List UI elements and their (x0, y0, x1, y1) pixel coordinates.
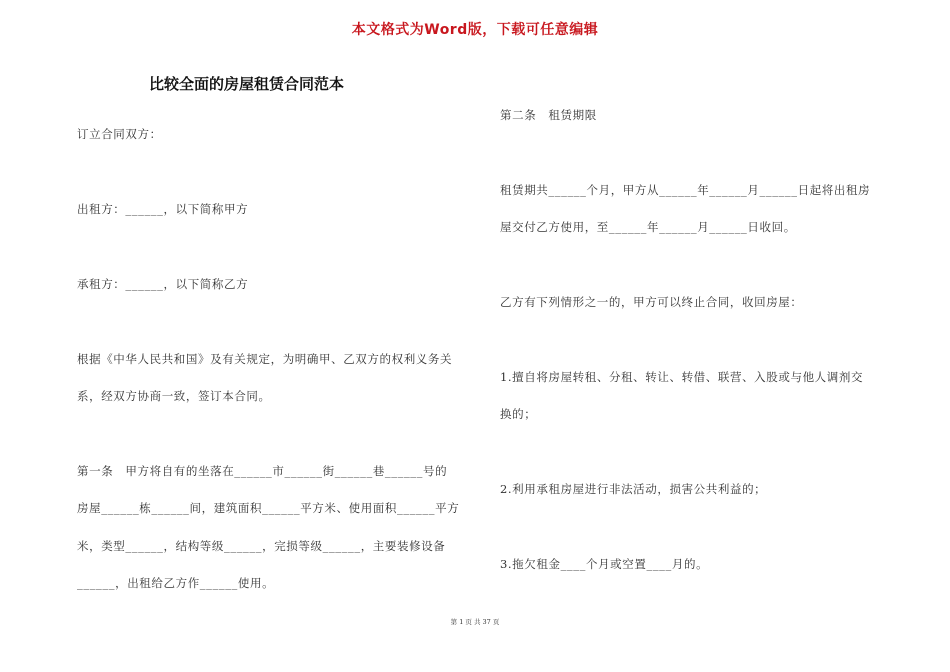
termination-item-2: 2.利用承租房屋进行非法活动，损害公共利益的； (500, 482, 767, 496)
article-2-heading: 第二条 租赁期限 (500, 108, 597, 122)
article-1-line-1: 第一条 甲方将自有的坐落在______市______街______巷______号的 (77, 464, 448, 478)
termination-item-1-line-2: 换的； (500, 407, 537, 421)
article-1-line-4: ______，出租给乙方作______使用。 (77, 576, 275, 590)
lessor-line: 出租方：______，以下简称甲方 (77, 202, 249, 216)
termination-item-3: 3.拖欠租金____个月或空置____月的。 (500, 557, 709, 571)
document-title: 比较全面的房屋租赁合同范本 (149, 75, 345, 93)
parties-heading: 订立合同双方： (77, 127, 162, 141)
article-1-line-2: 房屋______栋______间，建筑面积______平方米、使用面积______平方 (77, 501, 460, 515)
lessee-line: 承租方：______，以下简称乙方 (77, 277, 249, 291)
article-1-line-3: 米，类型______，结构等级______，完损等级______，主要装修设备 (77, 539, 446, 553)
preamble-line-1: 根据《中华人民共和国》及有关规定，为明确甲、乙双方的权利义务关 (77, 352, 453, 366)
lease-term-line-1: 租赁期共______个月，甲方从______年______月______日起将出租房 (500, 183, 871, 197)
termination-intro: 乙方有下列情形之一的，甲方可以终止合同，收回房屋： (500, 295, 803, 309)
page-number-footer: 第 1 页 共 37 页 (450, 618, 500, 626)
preamble-line-2: 系，经双方协商一致，签订本合同。 (77, 389, 271, 403)
lease-term-line-2: 屋交付乙方使用，至______年______月______日收回。 (500, 220, 796, 234)
format-notice-banner: 本文格式为Word版，下载可任意编辑 (351, 22, 599, 38)
termination-item-1-line-1: 1.擅自将房屋转租、分租、转让、转借、联营、入股或与他人调剂交 (500, 370, 864, 384)
